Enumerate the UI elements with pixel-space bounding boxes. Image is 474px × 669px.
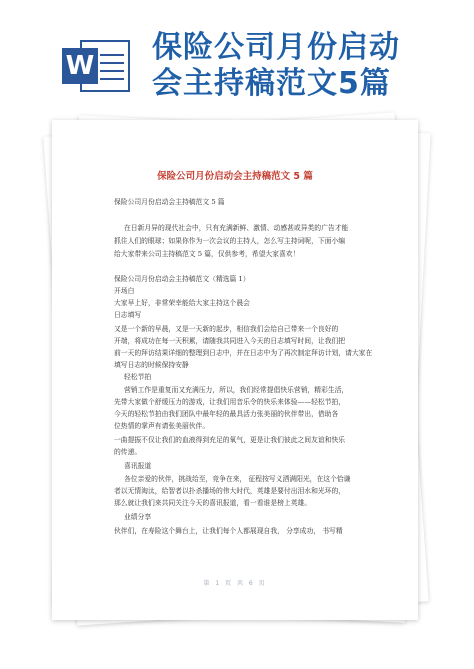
banner [0, 0, 474, 110]
document-line: 营销工作是重复而又充满压力，所以，我们经常提倡快乐营销，精彩生活， [124, 386, 349, 394]
document-line: 抓住人们的眼球；如果你作为一次会议的主持人，怎么写主持词呢，下面小编 [114, 237, 346, 245]
document-line: 填写日志的时候保持安静 [114, 361, 189, 369]
w-letter-tile: W [62, 48, 98, 84]
word-document-icon [62, 38, 134, 94]
document-line: 的传递。 [114, 448, 142, 456]
document-line: 在日新月异的现代社会中，只有充满新鲜、激情、动感甚或异类的广告才能 [124, 224, 349, 232]
document-line: 先带大家做个舒缓压力的游戏，让我们用音乐令的快乐来体验——轻松节拍， [114, 398, 346, 406]
document-line: 保险公司月份启动会主持稿范文（精选篇 1） [114, 275, 250, 283]
document-line: 日志填写 [114, 311, 142, 319]
document-line: 今天的轻松节拍由我们团队中最年轻的最具活力张美丽的伙伴带出，借助各 [114, 410, 339, 418]
document-line: 大家早上好，非常荣幸能给大家主持这个晨会 [114, 299, 250, 307]
banner-title [152, 30, 452, 102]
document-line: 保险公司月份启动会主持稿范文 5 篇 [114, 198, 225, 206]
document-line: 那么就让我们来共同关注今天的喜讯报道，看一看谁是榜上英雄。 [114, 499, 312, 507]
document-line: 喜讯报道 [124, 462, 152, 470]
page-footer: 第 1 页 共 6 页 [203, 580, 267, 587]
document-title: 保险公司月份启动会主持稿范文 5 篇 [157, 171, 313, 182]
document-line: 位热情的掌声有请张美丽伙伴。 [114, 422, 210, 430]
document-line: 开端，将成功在每一天积累，请随我共同进入今天的日志填写时间，让我们把 [114, 337, 346, 345]
document-line: 给大家带来公司主持稿范文 5 篇，仅供参考，希望大家喜欢！ [114, 250, 300, 258]
document-line: 伙伴们，在寿险这个舞台上，让我们每个人都展现自我， 分享成功， 书写精 [114, 527, 343, 535]
document-line: 一曲提振不仅让我们的血液得到充足的氧气，更是让我们彼此之间友谊和快乐 [114, 436, 346, 444]
document-line: 前一天的拜访结果详细的整理到日志中，并在日志中为了再次制定拜访计划，请大家在 [114, 349, 373, 357]
document-line: 轻松节拍 [124, 373, 152, 381]
banner-title-line2: 会主持稿范文5篇 [152, 66, 391, 101]
document-line: 者以无情淘汰，给智者以扑杀播场的伟大时代，英雄是要付出泪水和光环的， [114, 487, 346, 495]
banner-title-line1: 保险公司月份启动 [152, 30, 400, 65]
document-line: 开场白 [114, 287, 135, 295]
document-line: 业绩分享 [124, 513, 152, 521]
document-page [52, 120, 418, 620]
document-line: 又是一个新的早晨，又是一天新的起步，相信我们会给自己带来一个良好的 [114, 325, 339, 333]
document-line: 各位亲爱的伙伴，挑战给至，竞争在来， 征程按写义洒满阳光，在这个恰谦 [124, 475, 351, 483]
